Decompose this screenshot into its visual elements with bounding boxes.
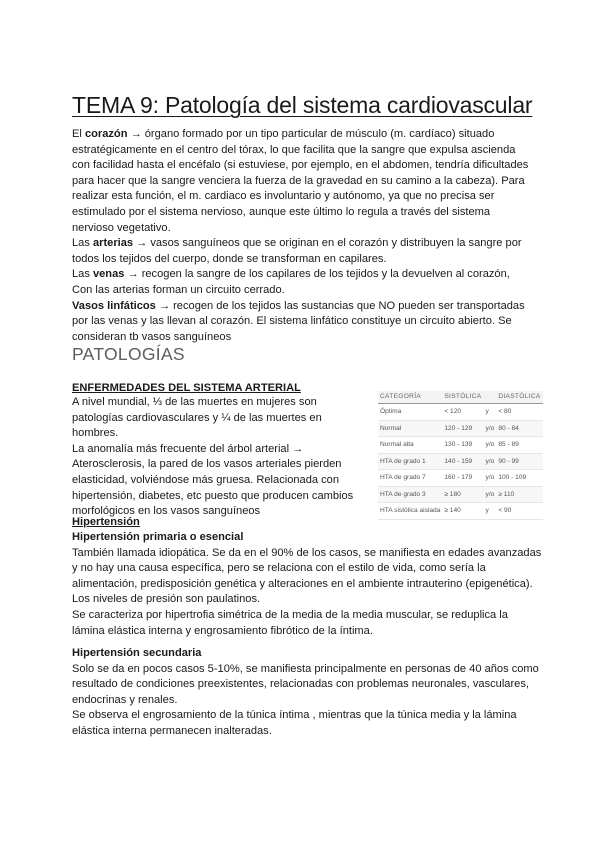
cell-categoria: HTA de grado 3 [378, 486, 442, 503]
primaria-paragraph-1: También llamada idiopática. Se da en el 90% de los casos, se manifiesta en edades avanzadas y no hay una causa específica, pero se relaciona con el estilo de vida, como sería la alimentación, predisposición genética y alteraciones en el ambiente intrauterino (epigenética). Los niveles de presión son paulatinos. [72, 546, 542, 606]
venas-text: → recogen la sangre de los capilares de los tejidos y la devuelven al corazón, Con las arterias forman un circuito cerrado. [72, 268, 510, 296]
cell-sistolica: 160 - 179 [442, 470, 483, 487]
header-conjunction [484, 391, 497, 404]
arterial-paragraph-2: La anomalía más frecuente del árbol arterial → Aterosclerosis, la pared de los vasos arteriales pierden elasticidad, volviéndose más gruesa. Relacionada con hipertensión, diabetes, etc puesto que producen cambios morfológicos en los vasos sanguíneos [72, 442, 354, 518]
term-venas: venas [92, 268, 125, 281]
cell-categoria: HTA de grado 1 [378, 453, 442, 470]
term-corazon: corazón [84, 128, 128, 140]
secundaria-paragraph-1: Solo se da en pocos casos 5-10%, se manifiesta principalmente en personas de 40 años como resultado de condiciones preexistentes, relacionadas con problemas neuronales, vasculares, endocrinas y renales. [72, 662, 539, 706]
header-diastolica: DIASTÓLICA [496, 391, 542, 404]
arterial-section [72, 395, 370, 520]
cell-diastolica: 100 - 109 [496, 470, 542, 487]
cell-diastolica: 90 - 99 [496, 453, 542, 470]
hipertension-primaria-section [72, 530, 542, 639]
page-title: TEMA 9: Patología del sistema cardiovascular [72, 92, 533, 118]
cell-diastolica: < 80 [496, 404, 542, 421]
venas-paragraph [72, 267, 532, 298]
cell-categoria: HTA de grado 7 [378, 470, 442, 487]
table-row [378, 437, 543, 454]
cell-sistolica: < 120 [442, 404, 483, 421]
header-categoria: CATEGORÍA [378, 391, 442, 404]
lead-text: El [72, 128, 85, 140]
cell-sistolica: ≥ 140 [442, 503, 483, 520]
term-arterias: arterias [92, 237, 134, 250]
table-row [378, 453, 543, 470]
cell-categoria: HTA sistólica aislada [378, 503, 442, 520]
cell-diastolica: ≥ 110 [496, 486, 542, 503]
table-row [378, 470, 543, 487]
linfaticos-text: → recogen de los tejidos las sustancias que NO pueden ser transportadas por las venas y las llevan al corazón. El sistema linfático constituye un circuito abierto. Se consideran tb vasos sanguíneos [72, 299, 525, 343]
table-row [378, 404, 543, 421]
linfaticos-paragraph [72, 299, 532, 346]
cell-diastolica: < 90 [496, 503, 542, 520]
cell-categoria: Óptima [378, 404, 442, 421]
cell-conjunction: y/o [484, 453, 497, 470]
cell-sistolica: 140 - 159 [442, 453, 483, 470]
cell-conjunction: y/o [484, 486, 497, 503]
term-linfaticos: Vasos linfáticos [72, 299, 156, 312]
arterias-text: → vasos sanguíneos que se originan en el corazón y distribuyen la sangre por todos los tejidos del cuerpo, donde se transforman en capilares. [72, 237, 522, 265]
lead-text: Las [72, 237, 93, 250]
corazon-text: → órgano formado por un tipo particular de músculo (m. cardíaco) situado estratégicamente en el centro del tórax, lo que facilita que la sangre que expulsa ascienda con facilidad hasta el encéfalo (si estuviese, por ejemplo, en el abdomen, tendría dificultades para hacer que la sangre venciera la fuerza de la gravedad en su camino a la cabeza). Para realizar esta función, el m. cardiaco es involuntario y autónomo, ya que no precisa ser estimulado por el sistema nervioso, aunque este último lo regula a través del sistema nervioso vegetativo. [72, 128, 529, 234]
cell-diastolica: 80 - 84 [496, 420, 542, 437]
arterial-heading: ENFERMEDADES DEL SISTEMA ARTERIAL [72, 382, 301, 394]
cell-sistolica: ≥ 180 [442, 486, 483, 503]
primaria-heading: Hipertensión primaria o esencial [72, 531, 244, 543]
table-row [378, 486, 543, 503]
secundaria-paragraph-2: Se observa el engrosamiento de la túnica íntima , mientras que la túnica media y la lámina elástica interna permanecen inalteradas. [72, 709, 517, 737]
secundaria-heading: Hipertensión secundaria [72, 647, 202, 659]
cell-sistolica: 130 - 139 [442, 437, 483, 454]
cell-categoria: Normal [378, 420, 442, 437]
lead-text: Las [72, 268, 93, 281]
table-header-row [378, 391, 543, 404]
primaria-paragraph-2: Se caracteriza por hipertrofia simétrica de la media de la media muscular, se reduplica la lámina elástica interna y engrosamiento fibrótico de la íntima. [72, 608, 508, 637]
corazon-paragraph [72, 127, 532, 236]
cell-conjunction: y/o [484, 437, 497, 454]
hipertension-secundaria-section [72, 646, 542, 740]
section-title: PATOLOGÍAS [72, 344, 185, 364]
cell-conjunction: y [484, 503, 497, 520]
hipertension-heading: Hipertensión [72, 516, 140, 528]
cell-conjunction: y/o [484, 420, 497, 437]
header-sistolica: SISTÓLICA [442, 391, 483, 404]
arterial-paragraph-1: A nivel mundial, ⅓ de las muertes en mujeres son patologías cardiovasculares y ¼ de las muertes en hombres. [72, 396, 322, 440]
cell-diastolica: 85 - 89 [496, 437, 542, 454]
cell-categoria: Normal alta [378, 437, 442, 454]
cell-conjunction: y/o [484, 470, 497, 487]
cell-conjunction: y [484, 404, 497, 421]
intro-section [72, 127, 532, 345]
table-row [378, 420, 543, 437]
blood-pressure-table [378, 391, 543, 520]
cell-sistolica: 120 - 129 [442, 420, 483, 437]
arterias-paragraph [72, 236, 532, 267]
